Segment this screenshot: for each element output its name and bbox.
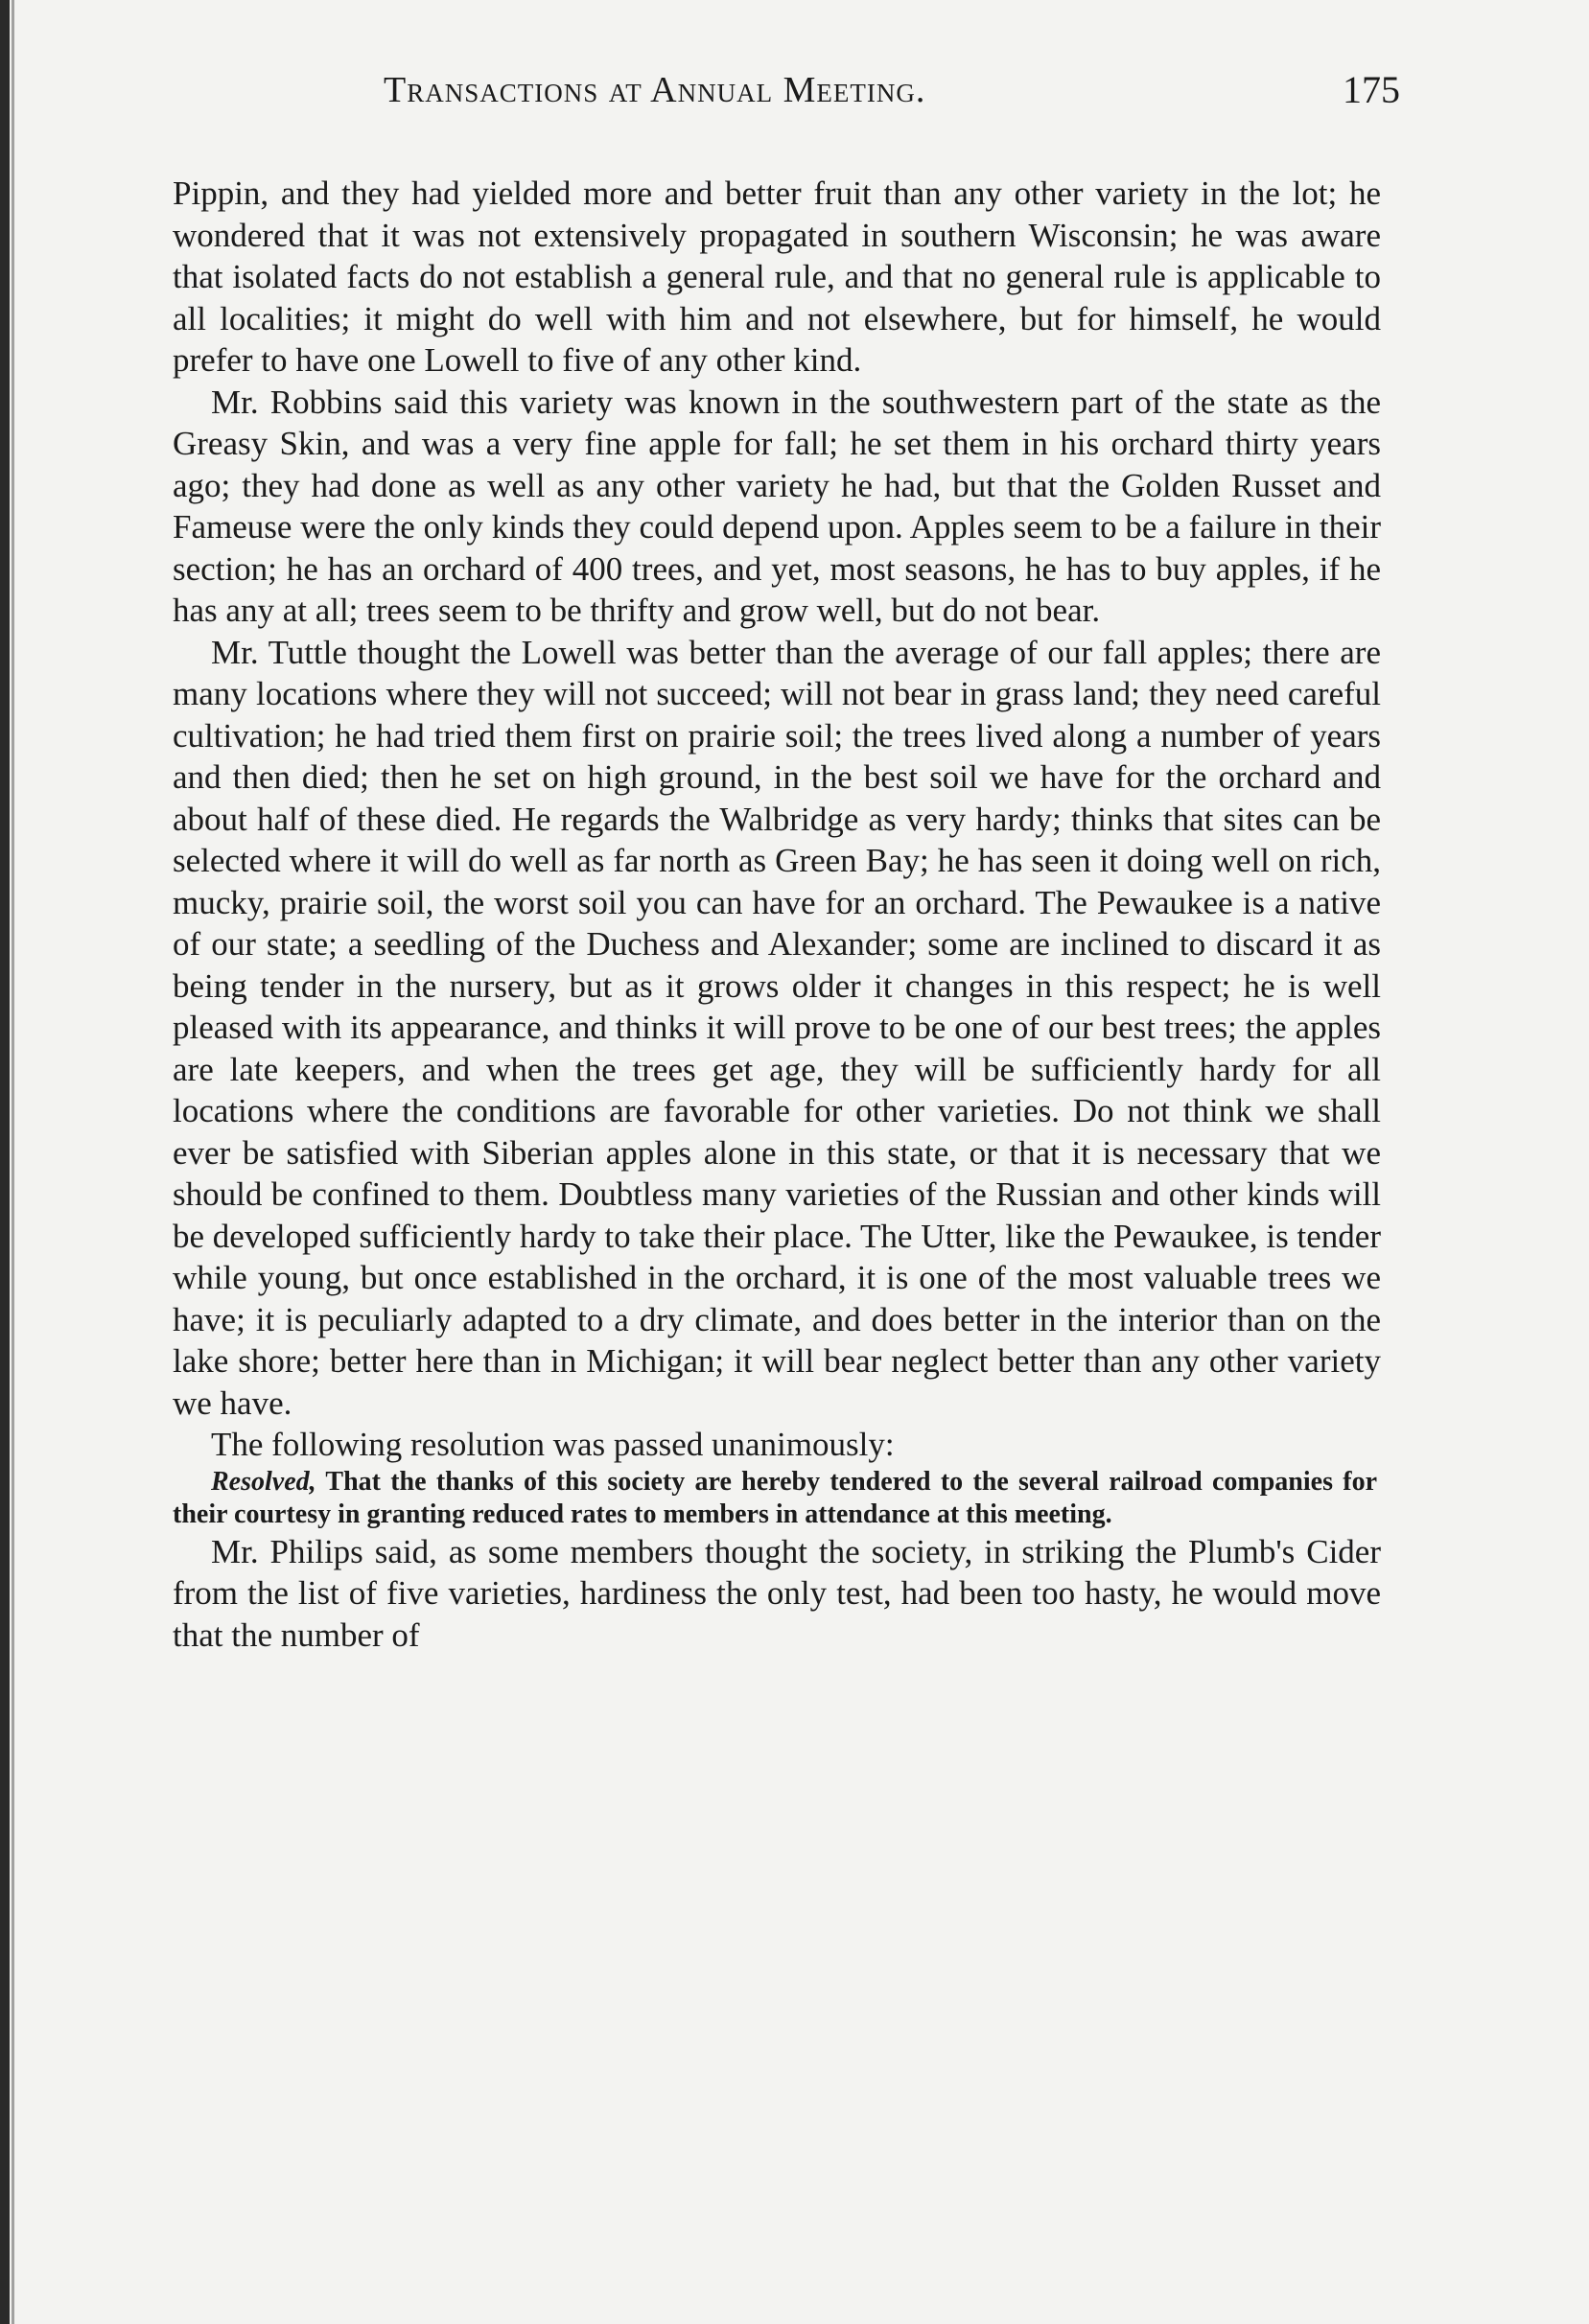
running-title: Transactions at Annual Meeting. xyxy=(384,70,926,110)
resolved-word: Resolved, xyxy=(211,1466,316,1497)
paragraph-tuttle: Mr. Tuttle thought the Lowell was better than the average of our fall apples; there are many locations where they will not succeed; will not bear in grass land; they need careful cultivation; he had tried them first on prairie soil; the trees lived along a number of years and then died; then he set on high ground, in the best soil we have for the orchard and about half of these died. He regards the Walbridge as very hardy; thinks that sites can be selected where it will do well as far north as Green Bay; he has seen it doing well on rich, mucky, prairie soil, the worst soil you can have for an orchard. The Pewaukee is a native of our state; a seedling of the Duchess and Alexander; some are inclined to discard it as being tender in the nursery, but as it grows older it changes in this respect; he is well pleased with its appearance, and thinks it will prove to be one of our best trees; the apples are late keepers, and when the trees get age, they will be sufficiently hardy for all locations where the conditions are favorable for other varieties. Do not think we shall ever be satisfied with Siberian apples alone in this state, or that it is necessary that we should be confined to them. Doubtless many varieties of the Russian and other kinds will be developed sufficiently hardy to take their place. The Utter, like the Pewaukee, is tender while young, but once established in the orchard, it is one of the most valuable trees we have; it is peculiarly adapted to a dry climate, and does better in the interior than on the lake shore; better here than in Michigan; it will bear neglect better than any other variety we have. xyxy=(173,633,1381,1422)
binding-shadow xyxy=(12,0,14,2324)
body-text xyxy=(173,173,1381,1656)
paragraph-resolution-intro: The following resolution was passed unanimously: xyxy=(211,1426,895,1463)
resolution-text: That the thanks of this society are hereby tendered to the several railroad companies for their courtesy in granting reduced rates to members in attendance at this meeting. xyxy=(173,1466,1377,1529)
paragraph-philips: Mr. Philips said, as some members thought the society, in striking the Plumb's Cider from the list of five varieties, hardiness the only test, had been too hasty, he would move that the number of xyxy=(173,1532,1381,1654)
paragraph-lowell-continuation: Pippin, and they had yielded more and better fruit than any other variety in the lot; he wondered that it was not extensively propagated in southern Wisconsin; he was aware that isolated facts do not establish a general rule, and that no general rule is applicable to all localities; it might do well with him and not elsewhere, but for himself, he would prefer to have one Lowell to five of any other kind. xyxy=(173,174,1381,379)
book-page xyxy=(173,58,1400,2263)
resolution-block xyxy=(173,1466,1381,1531)
paragraph-robbins: Mr. Robbins said this variety was known in the southwestern part of the state as the Greasy Skin, and was a very fine apple for fall; he set them in his orchard thirty years ago; they had done as well as any other variety he had, but that the Golden Russet and Fameuse were the only kinds they could depend upon. Apples seem to be a failure in their section; he has an orchard of 400 trees, and yet, most seasons, he has to buy apples, if he has any at all; trees seem to be thrifty and grow well, but do not bear. xyxy=(173,383,1381,629)
running-head xyxy=(173,69,1400,127)
page-number: 175 xyxy=(1343,68,1400,111)
binding-edge xyxy=(0,0,10,2324)
